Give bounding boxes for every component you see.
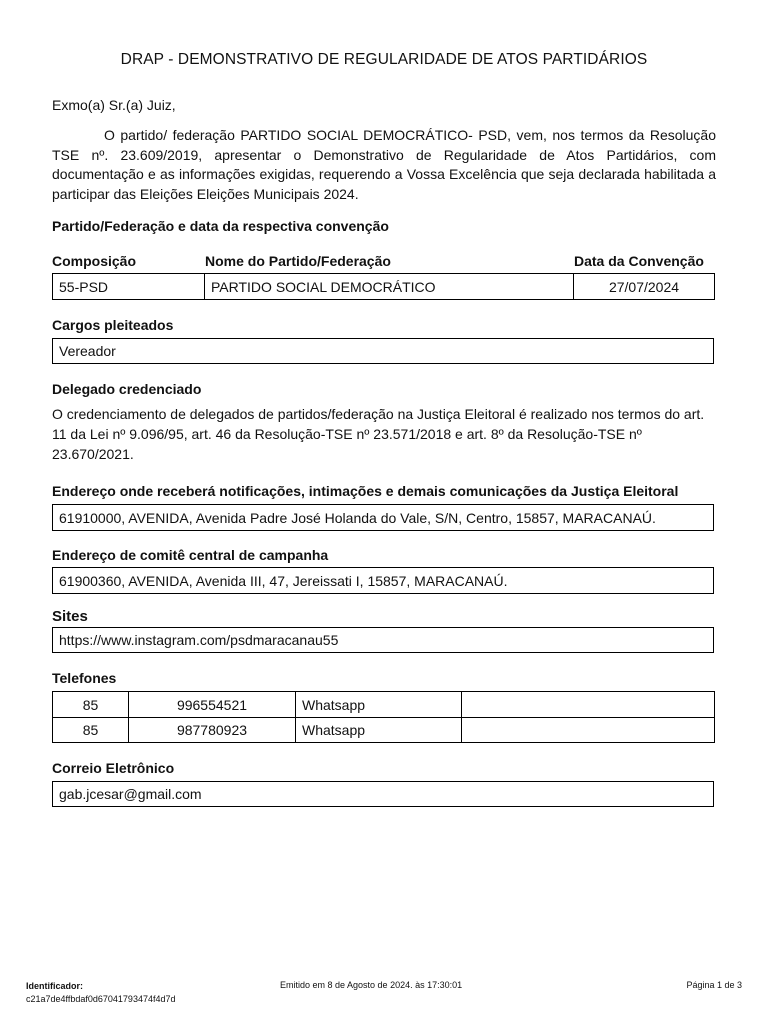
cargos-value: Vereador <box>52 338 714 364</box>
extra-cell <box>462 718 715 743</box>
telefones-heading: Telefones <box>52 670 117 686</box>
data-cell: 27/07/2024 <box>574 274 715 300</box>
email-value: gab.jcesar@gmail.com <box>52 781 714 807</box>
col-composicao-header: Composição <box>52 253 137 269</box>
party-table <box>52 273 715 300</box>
intro-paragraph <box>52 126 716 204</box>
endereco-comite-heading: Endereço de comitê central de campanha <box>52 547 329 563</box>
footer-pagina: Página 1 de 3 <box>686 980 742 990</box>
delegado-text: O credenciamento de delegados de partidos/federação na Justiça Eleitoral é realizado nos termos do art. 11 da Lei nº 9.096/95, art. 46 da Resolução-TSE nº 23.571/2018 e art. 8º da Resolução-TSE nº 23.670/2021. <box>52 406 705 462</box>
numero-cell: 987780923 <box>129 718 296 743</box>
col-data-header: Data da Convenção <box>574 253 704 269</box>
sites-heading: Sites <box>52 608 88 625</box>
nome-cell: PARTIDO SOCIAL DEMOCRÁTICO <box>205 274 574 300</box>
delegado-heading: Delegado credenciado <box>52 381 202 397</box>
composicao-cell: 55-PSD <box>53 274 205 300</box>
tipo-cell: Whatsapp <box>296 718 462 743</box>
telefones-table <box>52 691 715 743</box>
identificador-label: Identificador: <box>26 981 84 991</box>
ddd-cell: 85 <box>53 718 129 743</box>
endereco-notificacoes-heading: Endereço onde receberá notificações, intimações e demais comunicações da Justiça Eleitoral <box>52 483 679 499</box>
col-nome-header: Nome do Partido/Federação <box>205 253 391 269</box>
footer-identificador <box>26 980 175 1006</box>
party-row <box>53 274 715 300</box>
footer-emitido: Emitido em 8 de Agosto de 2024. às 17:30:01 <box>280 980 463 990</box>
telefone-row <box>53 692 715 718</box>
endereco-notificacoes-value: 61910000, AVENIDA, Avenida Padre José Holanda do Vale, S/N, Centro, 15857, MARACANAÚ. <box>52 504 714 531</box>
ddd-cell: 85 <box>53 692 129 718</box>
numero-cell: 996554521 <box>129 692 296 718</box>
endereco-comite-value: 61900360, AVENIDA, Avenida III, 47, Jereissati I, 15857, MARACANAÚ. <box>52 567 714 594</box>
greeting: Exmo(a) Sr.(a) Juiz, <box>52 97 176 113</box>
document-title: DRAP - DEMONSTRATIVO DE REGULARIDADE DE ATOS PARTIDÁRIOS <box>120 51 648 68</box>
identificador-value: c21a7de4ffbdaf0d67041793474f4d7d <box>26 994 176 1004</box>
extra-cell <box>462 692 715 718</box>
sites-value: https://www.instagram.com/psdmaracanau55 <box>52 627 714 653</box>
tipo-cell: Whatsapp <box>296 692 462 718</box>
telefone-row <box>53 718 715 743</box>
email-heading: Correio Eletrônico <box>52 760 175 776</box>
intro-text: O partido/ federação PARTIDO SOCIAL DEMOCRÁTICO- PSD, vem, nos termos da Resolução TSE nº. 23.609/2019, apresentar o Demonstrativo de Regularidade de Atos Partidários, com documentação e as informações exigidas, requerendo a Vossa Excelência que seja declarada habilitada a participar das Eleições Eleições Municipais 2024. <box>52 127 716 202</box>
cargos-heading: Cargos pleiteados <box>52 317 174 333</box>
party-section-heading: Partido/Federação e data da respectiva convenção <box>52 218 389 234</box>
